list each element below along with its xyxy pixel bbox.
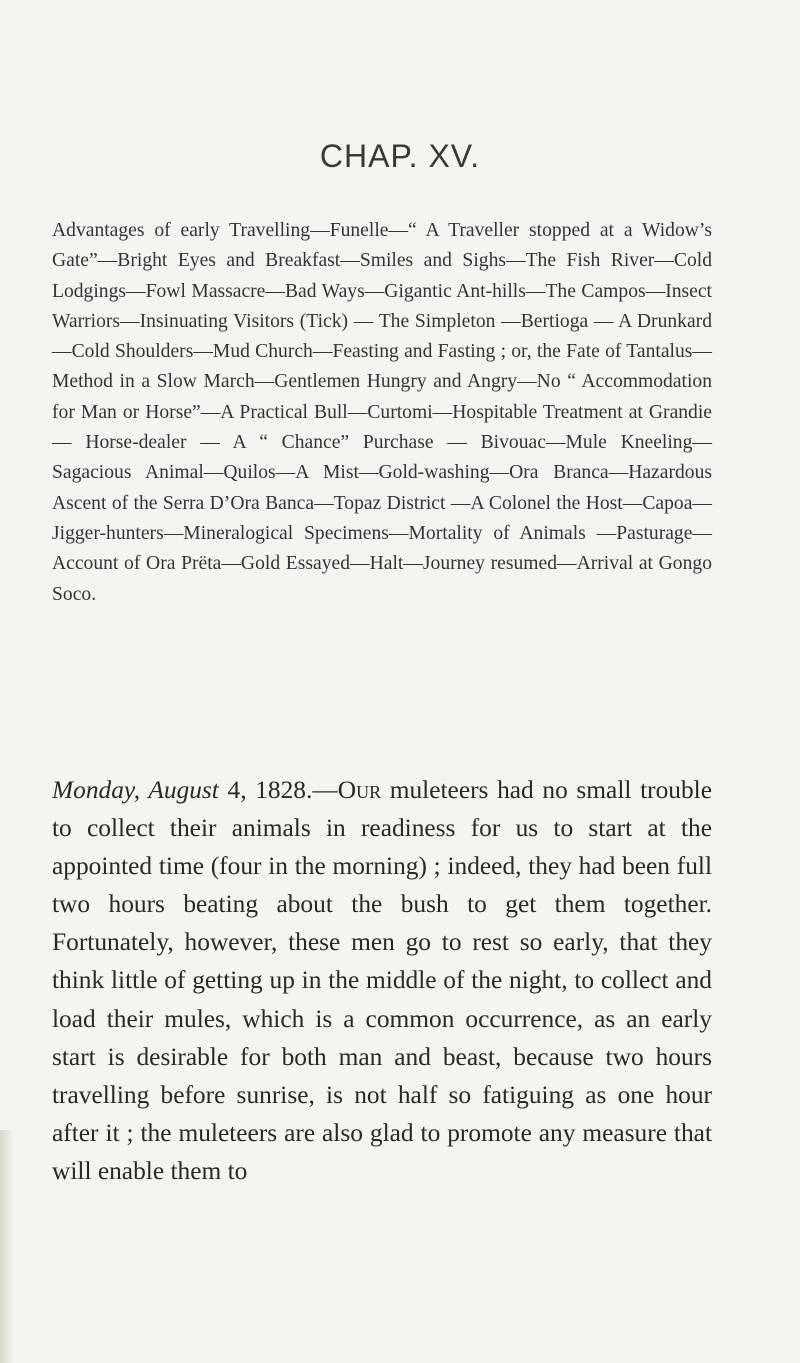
chapter-title: CHAP. XV. <box>319 138 481 174</box>
lead-word: Our <box>337 776 382 804</box>
chapter-summary: Advantages of early Travelling—Funelle—“ A Traveller stopped at a Widow’s Gate”—Bright Eyes and Breakfast—Smiles and Sighs—The Fish River—Cold Lodgings—Fowl Massacre—Bad Ways—Gigantic Ant-hills—The Campos—Insect Warriors—Insinuating Visitors (Tick) — The Simpleton —Bertioga — A Drunkard—Cold Shoulders—Mud Church—Feasting and Fasting ; or, the Fate of Tantalus—Method in a Slow March—Gentlemen Hungry and Angry—No “ Accommodation for Man or Horse”—A Practical Bull—Curtomi—Hospitable Treatment at Grandie — Horse-dealer — A “ Chance” Purchase — Bivouac—Mule Kneeling—Sagacious Animal—Quilos—A Mist—Gold-washing—Ora Branca—Hazardous Ascent of the Serra D’Ora Banca—Topaz District —A Colonel the Host—Capoa—Jigger-hunters—Mineralogical Specimens—Mortality of Animals —Pasturage—Account of Ora Prëta—Gold Essayed—Halt—Journey resumed—Arrival at Gongo Soco. <box>52 220 712 605</box>
entry-date-rest: 4, 1828.— <box>218 776 338 804</box>
entry-date-italic: Monday, August <box>52 776 219 804</box>
body-paragraph <box>52 771 712 1190</box>
body-text: muleteers had no small trouble to collect their animals in readiness for us to start at the appointed time (four in the morning) ; indeed, they had been full two hours beating about the bush to get them together. Fortunately, however, these men go to rest so early, that they think little of getting up in the middle of the night, to collect and load their mules, which is a common occurrence, as an early start is desirable for both man and beast, because two hours travelling before sunrise, is not half so fatiguing as one hour after it ; the muleteers are also glad to promote any measure that will enable them to <box>52 776 712 1185</box>
page-edge-shadow <box>0 1130 14 1363</box>
